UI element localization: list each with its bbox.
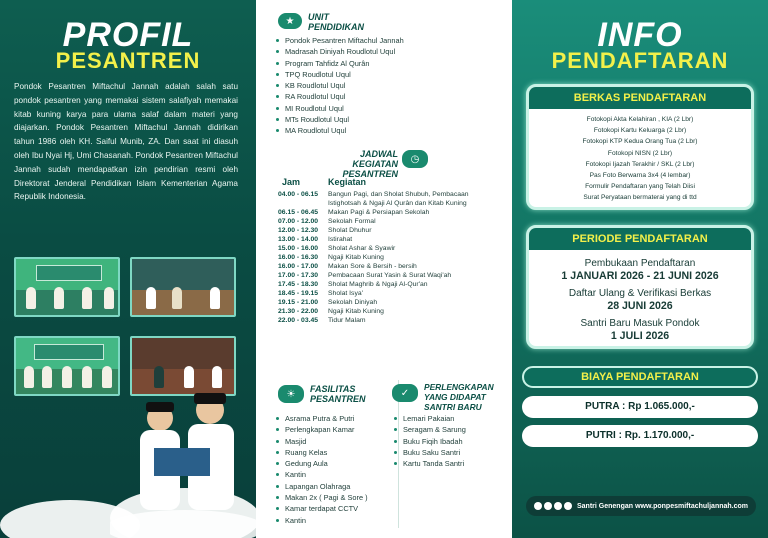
- profil-description: Pondok Pesantren Miftachul Jannah adalah salah satu pondok pesantren yang memakai sistem salafiyah memakai kitab kuning karya para ulama salaf dalam materi yang diajarkan. Pondok Pesantren Miftachul Jannah didirikan tahun 1986 oleh KH. Saiful Munib, ZA. Dan saat ini diasuh oleh Ibu Nyai Hj, Umi Chasanah. Pondok Pesantren Miftachul Jannah sudah mendapatkan izin pendirian resmi oleh Direktorat Jenderal Pendidikan Islam Kementerian Agama Republik Indonesia.: [14, 82, 238, 202]
- list-item: Fotokopi NISN (2 Lbr): [607, 149, 673, 157]
- row-activity: Ngaji Kitab Kuning: [328, 308, 384, 315]
- list-item: Fotokopi Ijazah Terakhir / SKL (2 Lbr): [585, 160, 695, 168]
- list-item: Fotokopi Kartu Keluarga (2 Lbr): [593, 127, 687, 135]
- profil-panel: [0, 0, 256, 538]
- list-item: Madrasah Diniyah Roudlotul Uqul: [276, 46, 404, 57]
- table-row: [278, 208, 488, 217]
- facebook-icon[interactable]: [534, 502, 542, 510]
- lightbulb-icon: ☀: [278, 385, 304, 403]
- perlengkapan-title: [424, 382, 494, 412]
- schedule-col-activity: Kegiatan: [328, 177, 367, 187]
- table-row: [278, 262, 488, 271]
- list-item: Kamar terdapat CCTV: [276, 503, 368, 514]
- unit-title-line1: UNIT: [308, 12, 329, 22]
- schedule-col-time: Jam: [282, 177, 301, 187]
- periode-label: Daftar Ulang & Verifikasi Berkas: [568, 288, 712, 299]
- list-item: Gedung Aula: [276, 458, 368, 469]
- fasilitas-title-line1: FASILITAS: [310, 384, 356, 394]
- row-activity: Ngaji Kitab Kuning: [328, 254, 384, 261]
- periode-value: 1 JULI 2026: [610, 330, 670, 342]
- table-row: [278, 316, 488, 325]
- list-item: Makan 2x ( Pagi & Sore ): [276, 492, 368, 503]
- row-activity: Sholat Ashar & Syawir: [328, 245, 396, 252]
- row-time: 06.15 - 06.45: [278, 209, 319, 216]
- biaya-putri: PUTRI : Rp. 1.170.000,-: [522, 425, 758, 447]
- table-row: [278, 217, 488, 226]
- table-row: [278, 307, 488, 316]
- unit-title: [308, 12, 364, 32]
- row-time: 04.00 - 06.15: [278, 191, 319, 198]
- photo-graduation-1: [14, 257, 120, 317]
- berkas-title: BERKAS PENDAFTARAN: [529, 87, 751, 109]
- table-row: [278, 253, 488, 262]
- list-item: Lemari Pakaian: [394, 413, 466, 424]
- row-time: 16.00 - 16.30: [278, 254, 319, 261]
- table-row: [278, 244, 488, 253]
- row-time: 07.00 - 12.00: [278, 218, 319, 225]
- cloud-decoration: [110, 488, 256, 538]
- row-activity: Istirahat: [328, 236, 353, 243]
- periode-body: [529, 250, 751, 342]
- list-item: Ruang Kelas: [276, 447, 368, 458]
- list-item: Program Tahfidz Al Qurân: [276, 58, 404, 69]
- checklist-icon: ✓: [392, 384, 418, 402]
- periode-value: 1 JANUARI 2026 - 21 JUNI 2026: [561, 270, 719, 282]
- table-row: [278, 271, 488, 280]
- list-item: Kantin: [276, 515, 368, 526]
- perlengkapan-title-line1: PERLENGKAPAN: [424, 382, 494, 392]
- perlengkapan-title-line2: YANG DIDAPAT: [424, 392, 486, 402]
- website-link[interactable]: www.ponpesmiftachuljannah.com: [635, 502, 748, 510]
- list-item: Seragam & Sarung: [394, 424, 466, 435]
- table-row: [278, 289, 488, 298]
- jadwal-title-line2: PESANTREN: [342, 169, 398, 179]
- schedule-table: [278, 190, 488, 325]
- row-time: 19.15 - 21.00: [278, 299, 319, 306]
- tiktok-icon[interactable]: [554, 502, 562, 510]
- youtube-icon[interactable]: [564, 502, 572, 510]
- list-item: Asrama Putra & Putri: [276, 413, 368, 424]
- list-item: Masjid: [276, 436, 368, 447]
- profil-subtitle: PESANTREN: [55, 48, 201, 73]
- list-item: Fotokopi KTP Kedua Orang Tua (2 Lbr): [582, 138, 698, 146]
- row-time: 22.00 - 03.45: [278, 317, 319, 324]
- unit-list: [276, 35, 404, 137]
- row-time: 21.30 - 22.00: [278, 308, 319, 315]
- row-time: 16.00 - 17.00: [278, 263, 319, 270]
- row-activity: Tidur Malam: [328, 317, 366, 324]
- list-item: Buku Fiqih Ibadah: [394, 436, 466, 447]
- fasilitas-title: [310, 384, 366, 404]
- list-item: KB Roudlotul Uqul: [276, 80, 404, 91]
- table-row: [278, 226, 488, 235]
- info-subtitle: PENDAFTARAN: [551, 48, 729, 73]
- list-item: Surat Peryataan bermaterai yang di ttd: [583, 194, 697, 202]
- periode-card: [526, 225, 754, 349]
- list-item: Perlengkapan Kamar: [276, 424, 368, 435]
- fasilitas-list: [276, 413, 368, 526]
- jadwal-title-line1: JADWAL KEGIATAN: [352, 149, 398, 169]
- list-item: Pondok Pesantren Miftachul Jannah: [276, 35, 404, 46]
- info-title: INFO: [597, 16, 683, 54]
- fasilitas-title-line2: PESANTREN: [310, 394, 366, 404]
- list-item: Formulir Pendaftaran yang Telah Diisi: [585, 183, 695, 191]
- periode-title: PERIODE PENDAFTARAN: [529, 228, 751, 250]
- table-row: [278, 190, 488, 208]
- info-panel: [512, 0, 768, 538]
- table-row: [278, 235, 488, 244]
- row-activity: Sekolah Diniyah: [328, 299, 378, 306]
- row-time: 12.00 - 12.30: [278, 227, 319, 234]
- row-time: 17.45 - 18.30: [278, 281, 319, 288]
- perlengkapan-title-line3: SANTRI BARU: [424, 402, 482, 412]
- middle-panel: [256, 0, 512, 538]
- table-row: [278, 280, 488, 289]
- photo-ceremony: [14, 336, 120, 396]
- list-item: Fotokopi Akta Kelahiran , KIA (2 Lbr): [586, 116, 694, 123]
- list-item: RA Roudlotul Uqul: [276, 91, 404, 102]
- list-item: MI Roudlotul Uqul: [276, 103, 404, 114]
- periode-value: 28 JUNI 2026: [607, 300, 673, 312]
- list-item: MA Roudlotul Uqul: [276, 125, 404, 136]
- berkas-list: [529, 109, 751, 204]
- row-activity: Sholat Isya': [328, 290, 363, 297]
- list-item: Pas Foto Berwarna 3x4 (4 lembar): [589, 172, 691, 180]
- row-time: 13.00 - 14.00: [278, 236, 319, 243]
- row-activity: Bangun Pagi, dan Sholat Shubuh, Pembacaan Istighotsah & Ngaji Al Qurân dan Kitab Kuning: [328, 191, 469, 207]
- instagram-icon[interactable]: [544, 502, 552, 510]
- list-item: Lapangan Olahraga: [276, 481, 368, 492]
- footer-bar: [526, 496, 756, 516]
- periode-label: Pembukaan Pendaftaran: [584, 258, 696, 269]
- biaya-title: BIAYA PENDAFTARAN: [522, 366, 758, 388]
- profil-title: PROFIL: [62, 16, 194, 54]
- list-item: Kantin: [276, 469, 368, 480]
- row-activity: Sholat Dhuhur: [328, 227, 372, 234]
- graduation-icon: ★: [278, 13, 302, 29]
- row-activity: Pembacaan Surat Yasin & Surat Waqi'ah: [328, 272, 452, 279]
- unit-title-line2: PENDIDIKAN: [308, 22, 365, 32]
- list-item: MTs Roudlotul Uqul: [276, 114, 404, 125]
- row-activity: Makan Pagi & Persiapan Sekolah: [328, 209, 430, 216]
- row-time: 15.00 - 16.00: [278, 245, 319, 252]
- periode-label: Santri Baru Masuk Pondok: [580, 318, 700, 329]
- row-activity: Makan Sore & Bersih - bersih: [328, 263, 417, 270]
- list-item: Buku Saku Santri: [394, 447, 466, 458]
- row-activity: Sholat Maghrib & Ngaji Al-Qur'an: [328, 281, 428, 288]
- clock-icon: ◷: [402, 150, 428, 168]
- photo-dining: [130, 257, 236, 317]
- social-account-name[interactable]: Santri Genengan: [577, 502, 634, 510]
- jadwal-title: [316, 149, 398, 179]
- row-activity: Sekolah Formal: [328, 218, 376, 225]
- biaya-putra: PUTRA : Rp 1.065.000,-: [522, 396, 758, 418]
- row-time: 17.00 - 17.30: [278, 272, 319, 279]
- list-item: TPQ Roudlotul Uqul: [276, 69, 404, 80]
- perlengkapan-list: [394, 413, 466, 469]
- row-time: 18.45 - 19.15: [278, 290, 319, 297]
- berkas-card: [526, 84, 754, 210]
- list-item: Kartu Tanda Santri: [394, 458, 466, 469]
- table-row: [278, 298, 488, 307]
